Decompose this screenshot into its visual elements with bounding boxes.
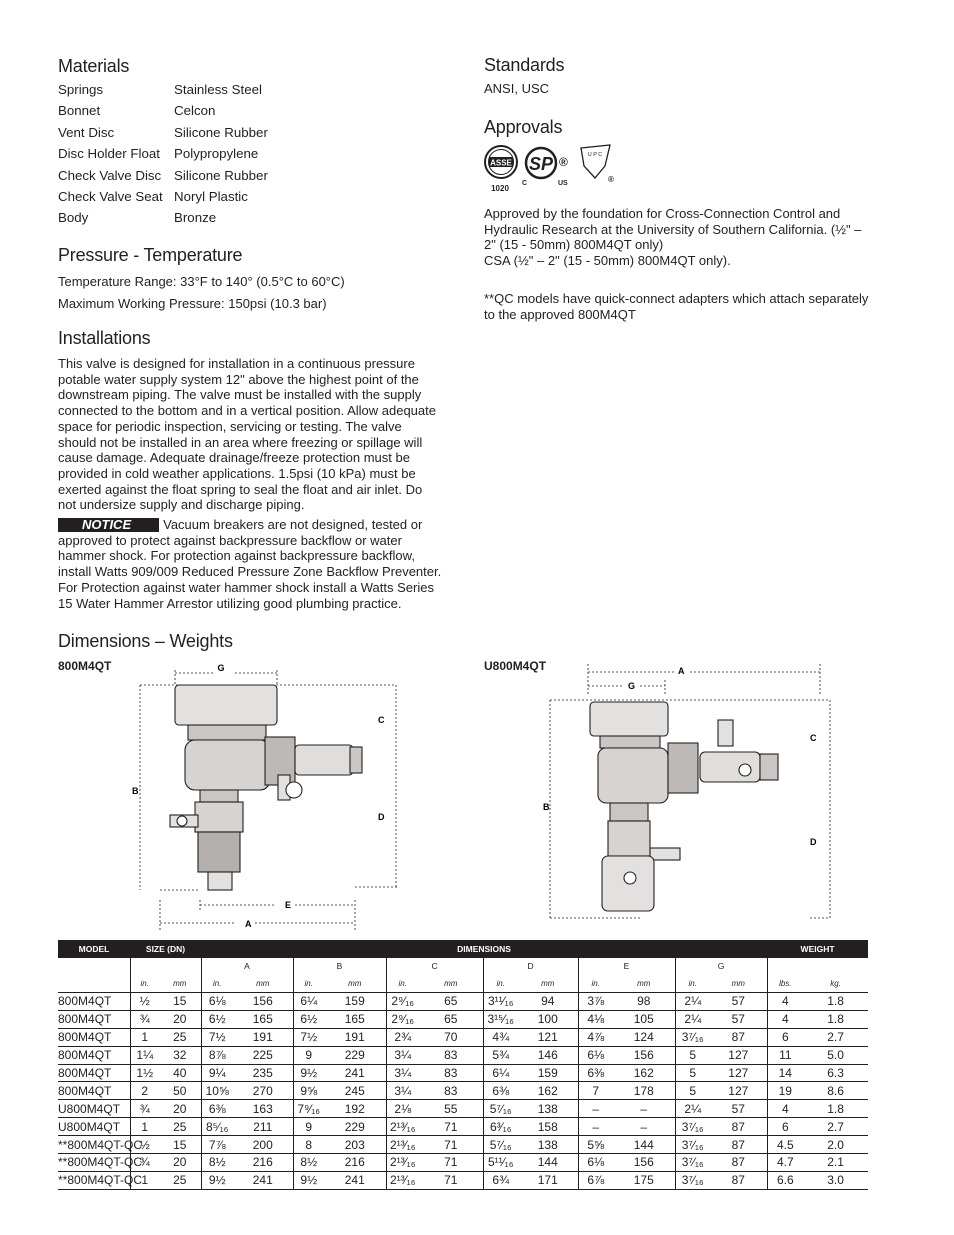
table-cell: 5⅝ <box>578 1136 613 1154</box>
table-cell: 225 <box>233 1046 293 1064</box>
approvals-text <box>484 206 869 322</box>
table-cell: 25 <box>159 1118 201 1136</box>
table-cell: 8⅞ <box>201 1046 233 1064</box>
material-part: Disc Holder Float <box>58 146 160 162</box>
approval-logos-graphic <box>484 144 624 194</box>
table-cell: 87 <box>710 1028 767 1046</box>
table-cell: 1 <box>130 1028 159 1046</box>
table-cell-model: **800M4QT-QC <box>58 1173 143 1188</box>
table-cell: 2¹³⁄₁₆ <box>386 1171 419 1189</box>
table-cell: 2¹³⁄₁₆ <box>386 1154 419 1172</box>
table-cell: – <box>613 1118 675 1136</box>
table-cell: 87 <box>710 1118 767 1136</box>
table-cell: 8 <box>293 1136 324 1154</box>
table-cell: 98 <box>613 993 675 1011</box>
dimensions-heading: Dimensions – Weights <box>58 631 233 651</box>
pressure-heading: Pressure - Temperature <box>58 245 243 265</box>
upc-logo-icon <box>581 145 614 184</box>
table-cell: 2¼ <box>675 993 710 1011</box>
material-value: Noryl Plastic <box>174 188 248 204</box>
table-cell: 211 <box>233 1118 293 1136</box>
table-cell: 8½ <box>293 1154 324 1172</box>
table-cell: 5 <box>675 1046 710 1064</box>
table-cell: 229 <box>324 1118 386 1136</box>
dim-d-label: D <box>810 837 817 847</box>
table-cell: 50 <box>159 1082 201 1100</box>
table-cell: 5¾ <box>483 1046 518 1064</box>
material-row <box>58 165 438 186</box>
table-cell: 1.8 <box>803 1100 868 1118</box>
unit-mm: mm <box>710 974 767 993</box>
header-weight: WEIGHT <box>767 940 868 958</box>
table-cell: 3⁷⁄₁₆ <box>675 1136 710 1154</box>
header-dim-b: B <box>293 958 386 974</box>
table-cell: 71 <box>419 1154 483 1172</box>
table-row <box>58 1028 868 1046</box>
unit-in: in. <box>130 974 159 993</box>
table-cell: 156 <box>613 1154 675 1172</box>
material-part: Springs <box>58 82 104 97</box>
table-row <box>58 1154 868 1172</box>
table-cell: 159 <box>518 1064 578 1082</box>
table-cell: 87 <box>710 1154 767 1172</box>
table-cell: 4 <box>767 1100 803 1118</box>
table-cell: 3¹⁵⁄₁₆ <box>483 1010 518 1028</box>
table-units-row <box>58 974 868 993</box>
table-cell: 6¾ <box>483 1171 518 1189</box>
svg-text:US: US <box>558 180 568 187</box>
table-cell: 175 <box>613 1171 675 1189</box>
table-cell-model: **800M4QT-QC <box>58 1155 143 1170</box>
material-row <box>58 143 438 164</box>
table-cell: – <box>578 1118 613 1136</box>
table-cell: – <box>613 1100 675 1118</box>
dim-d-label: D <box>378 812 385 822</box>
table-cell: 191 <box>324 1028 386 1046</box>
table-cell: 162 <box>518 1082 578 1100</box>
valve-drawing-800m4qt <box>120 655 420 935</box>
dim-b-label: B <box>132 786 139 796</box>
table-cell-model: 800M4QT <box>58 1028 130 1046</box>
table-cell: 8.6 <box>803 1082 868 1100</box>
material-row <box>58 100 438 121</box>
table-cell: 20 <box>159 1154 201 1172</box>
table-cell: 55 <box>419 1100 483 1118</box>
standards-heading: Standards <box>484 55 565 75</box>
table-cell: 3⅞ <box>578 993 613 1011</box>
table-cell-model: **800M4QT-QC <box>58 1137 143 1152</box>
table-cell: 83 <box>419 1082 483 1100</box>
table-cell: 25 <box>159 1028 201 1046</box>
table-cell: 4.7 <box>767 1154 803 1172</box>
dim-a-label: A <box>245 919 252 929</box>
unit-in: in. <box>483 974 518 993</box>
table-cell: 7½ <box>201 1028 233 1046</box>
table-cell: 203 <box>324 1136 386 1154</box>
material-part: Check Valve Seat <box>58 188 163 204</box>
table-cell: ¾ <box>130 1010 159 1028</box>
table-cell: 4⅞ <box>578 1028 613 1046</box>
table-row <box>58 1136 868 1154</box>
table-cell: 15 <box>159 993 201 1011</box>
table-cell: 3¼ <box>386 1046 419 1064</box>
table-cell: 57 <box>710 993 767 1011</box>
table-cell: 216 <box>233 1154 293 1172</box>
unit-in: in. <box>293 974 324 993</box>
table-cell: 57 <box>710 1100 767 1118</box>
table-cell: 9⅝ <box>293 1082 324 1100</box>
table-cell: 3⁷⁄₁₆ <box>675 1154 710 1172</box>
table-cell: 14 <box>767 1064 803 1082</box>
table-cell: 4⅛ <box>578 1010 613 1028</box>
table-cell: 5.0 <box>803 1046 868 1064</box>
unit-mm: mm <box>159 974 201 993</box>
table-cell-model: 800M4QT <box>58 1082 130 1100</box>
table-cell: 5 <box>675 1064 710 1082</box>
table-row <box>58 1064 868 1082</box>
table-cell: 1¼ <box>130 1046 159 1064</box>
approval-logos <box>484 144 624 194</box>
table-cell: 7⅞ <box>201 1136 233 1154</box>
table-cell: 165 <box>324 1010 386 1028</box>
table-cell: 235 <box>233 1064 293 1082</box>
table-cell: 5¹¹⁄₁₆ <box>483 1154 518 1172</box>
table-cell: 4 <box>767 1010 803 1028</box>
material-value: Silicone Rubber <box>174 167 268 183</box>
table-cell: 5⁷⁄₁₆ <box>483 1100 518 1118</box>
unit-mm: mm <box>233 974 293 993</box>
table-cell: 57 <box>710 1010 767 1028</box>
table-cell: 19 <box>767 1082 803 1100</box>
table-cell: 6 <box>767 1028 803 1046</box>
table-cell-model: 800M4QT <box>58 1046 130 1064</box>
table-cell-model: U800M4QT <box>58 1100 130 1118</box>
table-cell: 6⅛ <box>201 993 233 1011</box>
table-cell: 1.8 <box>803 993 868 1011</box>
unit-lbs: lbs. <box>767 974 803 993</box>
table-cell: 8½ <box>201 1154 233 1172</box>
table-cell: 3.0 <box>803 1171 868 1189</box>
table-cell: 11 <box>767 1046 803 1064</box>
table-cell: 71 <box>419 1171 483 1189</box>
table-cell: 2¹³⁄₁₆ <box>386 1118 419 1136</box>
table-cell: 165 <box>233 1010 293 1028</box>
table-cell-model: 800M4QT <box>58 1010 130 1028</box>
header-size: SIZE (DN) <box>130 940 201 958</box>
table-cell: 40 <box>159 1064 201 1082</box>
table-cell: 2.0 <box>803 1136 868 1154</box>
header-dim-a: A <box>201 958 293 974</box>
unit-in: in. <box>578 974 613 993</box>
table-cell: 3⁷⁄₁₆ <box>675 1028 710 1046</box>
svg-text:ASSE: ASSE <box>490 158 512 168</box>
table-cell: – <box>578 1100 613 1118</box>
table-cell: 163 <box>233 1100 293 1118</box>
approvals-foundation-text: Approved by the foundation for Cross-Connection Control and Hydraulic Research at the University of Southern California. (½" – 2" (15 - 50mm) 800M4QT only) <box>484 206 862 253</box>
unit-in: in. <box>386 974 419 993</box>
table-cell: 171 <box>518 1171 578 1189</box>
material-value: Silicone Rubber <box>174 124 268 140</box>
table-cell: 159 <box>324 993 386 1011</box>
table-header-row <box>58 940 868 958</box>
table-cell: 241 <box>233 1171 293 1189</box>
table-cell: 105 <box>613 1010 675 1028</box>
dim-a-label: A <box>678 666 685 676</box>
table-cell: 65 <box>419 993 483 1011</box>
header-dim-e: E <box>578 958 675 974</box>
table-cell-model: 800M4QT <box>58 993 130 1011</box>
table-cell: 138 <box>518 1136 578 1154</box>
dim-b-label: B <box>543 802 550 812</box>
table-cell: 241 <box>324 1171 386 1189</box>
table-cell: 6.6 <box>767 1171 803 1189</box>
pressure-info <box>58 271 345 314</box>
table-row <box>58 1082 868 1100</box>
table-cell: 146 <box>518 1046 578 1064</box>
header-dimensions: DIMENSIONS <box>201 940 767 958</box>
table-cell: 1 <box>130 1118 159 1136</box>
table-cell: 144 <box>518 1154 578 1172</box>
table-cell: 2¾ <box>386 1028 419 1046</box>
table-cell: 94 <box>518 993 578 1011</box>
svg-text:C: C <box>522 180 528 187</box>
table-cell: 2.7 <box>803 1028 868 1046</box>
table-cell: 158 <box>518 1118 578 1136</box>
table-cell: 127 <box>710 1046 767 1064</box>
table-cell: 127 <box>710 1064 767 1082</box>
materials-list <box>58 79 438 229</box>
table-cell: 6⅜ <box>578 1064 613 1082</box>
table-cell: ½ <box>130 1136 159 1154</box>
svg-text:®: ® <box>608 175 614 184</box>
table-cell: 121 <box>518 1028 578 1046</box>
material-value: Polypropylene <box>174 146 259 162</box>
temperature-range: Temperature Range: 33°F to 140° (0.5°C to 60°C) <box>58 274 345 289</box>
table-cell: ½ <box>130 993 159 1011</box>
table-body <box>58 993 868 1190</box>
material-row <box>58 186 438 207</box>
approvals-heading: Approvals <box>484 117 563 137</box>
dim-g-label: G <box>628 681 636 691</box>
unit-mm: mm <box>419 974 483 993</box>
material-part: Vent Disc <box>58 124 115 140</box>
table-cell: 245 <box>324 1082 386 1100</box>
table-row <box>58 1010 868 1028</box>
table-cell: 1 <box>130 1171 159 1189</box>
table-cell: 6½ <box>293 1010 324 1028</box>
svg-text:®: ® <box>559 155 568 169</box>
table-cell: 5⁷⁄₁₆ <box>483 1136 518 1154</box>
material-row <box>58 122 438 143</box>
table-cell: 1½ <box>130 1064 159 1082</box>
table-cell: 87 <box>710 1136 767 1154</box>
svg-text:1020: 1020 <box>491 184 509 193</box>
table-cell: 216 <box>324 1154 386 1172</box>
table-cell: 3¼ <box>386 1082 419 1100</box>
table-cell: 2.7 <box>803 1118 868 1136</box>
qc-models-note: **QC models have quick-connect adapters which attach separately to the approved 800M4QT <box>484 290 869 322</box>
installations-text: This valve is designed for installation in a continuous pressure potable water supply system 12" above the highest point of the downstream piping. The valve must be installed with the supply connected to the bottom and in a vertical position. Allow adequate space for periodic inspection, servicing or testing. The valve should not be installed in an area where freezing or spillage will cause damage. Adequate drainage/freeze protection must be provided in cold weather applications. 1.5psi (10 kPa) must be exerted against the float spring to seal the float and air inlet. Do not undersize supply and discharge piping. <box>58 356 436 513</box>
table-row <box>58 993 868 1011</box>
table-cell: 32 <box>159 1046 201 1064</box>
max-pressure: Maximum Working Pressure: 150psi (10.3 bar) <box>58 295 327 311</box>
table-cell: 5 <box>675 1082 710 1100</box>
unit-in: in. <box>675 974 710 993</box>
csa-logo-icon <box>522 148 568 187</box>
table-cell: 83 <box>419 1046 483 1064</box>
table-cell: 6.3 <box>803 1064 868 1082</box>
unit-in: in. <box>201 974 233 993</box>
table-cell: 25 <box>159 1171 201 1189</box>
table-cell: 2.1 <box>803 1154 868 1172</box>
header-dim-c: C <box>386 958 483 974</box>
table-cell: 2¹³⁄₁₆ <box>386 1136 419 1154</box>
table-cell: 2 <box>130 1082 159 1100</box>
table-cell: 71 <box>419 1118 483 1136</box>
dimensions-table <box>58 940 868 1190</box>
table-cell: 270 <box>233 1082 293 1100</box>
dim-e-label: E <box>285 900 292 910</box>
table-cell: 9½ <box>293 1064 324 1082</box>
svg-text:U P C: U P C <box>587 152 603 158</box>
svg-text:SP: SP <box>528 154 554 174</box>
table-cell: 4¾ <box>483 1028 518 1046</box>
table-cell: ¾ <box>130 1154 159 1172</box>
table-cell: 6³⁄₁₆ <box>483 1118 518 1136</box>
table-cell: 2⁹⁄₁₆ <box>386 1010 419 1028</box>
table-cell: 9¼ <box>201 1064 233 1082</box>
table-cell: 178 <box>613 1082 675 1100</box>
header-dim-g: G <box>675 958 767 974</box>
table-cell: 70 <box>419 1028 483 1046</box>
table-cell: 7 <box>578 1082 613 1100</box>
notice-text: Vacuum breakers are not designed, tested or approved to protect against backpressure backflow or water hammer shock. For protection against backpressure backflow, install Watts 909/009 Reduced Pressure Zone Backflow Preventer. For Protection against water hammer shock install a Watts Series 15 Water Hammer Arrestor utilizing good plumbing practice. <box>58 517 442 611</box>
dim-c-label: C <box>810 733 817 743</box>
table-cell: 6¼ <box>483 1064 518 1082</box>
material-row <box>58 207 438 228</box>
table-row <box>58 1118 868 1136</box>
table-cell-model: 800M4QT <box>58 1064 130 1082</box>
material-part: Check Valve Disc <box>58 167 162 183</box>
table-row <box>58 1100 868 1118</box>
material-part: Body <box>58 210 89 226</box>
table-cell: 3¼ <box>386 1064 419 1082</box>
material-part: Bonnet <box>58 103 101 119</box>
table-cell: 9½ <box>201 1171 233 1189</box>
table-cell: 3¹¹⁄₁₆ <box>483 993 518 1011</box>
table-cell: 156 <box>233 993 293 1011</box>
table-cell: 2⁹⁄₁₆ <box>386 993 419 1011</box>
table-cell: 7½ <box>293 1028 324 1046</box>
table-cell: 6¼ <box>293 993 324 1011</box>
table-cell: 229 <box>324 1046 386 1064</box>
table-cell: 162 <box>613 1064 675 1082</box>
table-cell: 191 <box>233 1028 293 1046</box>
table-cell: 241 <box>324 1064 386 1082</box>
header-model: MODEL <box>58 940 130 958</box>
table-cell: 65 <box>419 1010 483 1028</box>
header-dim-d: D <box>483 958 578 974</box>
table-cell: 4.5 <box>767 1136 803 1154</box>
unit-mm: mm <box>518 974 578 993</box>
table-cell: 6⅜ <box>201 1100 233 1118</box>
table-cell: 83 <box>419 1064 483 1082</box>
table-cell: 2⅛ <box>386 1100 419 1118</box>
material-value: Stainless Steel <box>174 82 262 97</box>
drawing-left-label: 800M4QT <box>58 659 112 673</box>
asse-logo-icon <box>485 146 517 193</box>
material-row <box>58 79 438 100</box>
table-row <box>58 1046 868 1064</box>
table-cell: 2¼ <box>675 1100 710 1118</box>
table-cell: 6⅛ <box>578 1154 613 1172</box>
table-row <box>58 1171 868 1189</box>
table-cell: 3⁷⁄₁₆ <box>675 1171 710 1189</box>
material-value: Bronze <box>174 210 217 226</box>
table-cell: 6⅛ <box>578 1046 613 1064</box>
notice-badge: NOTICE <box>58 518 159 532</box>
notice-paragraph <box>58 517 443 611</box>
table-cell: 15 <box>159 1136 201 1154</box>
installations-heading: Installations <box>58 328 151 348</box>
table-cell: 192 <box>324 1100 386 1118</box>
table-cell: 20 <box>159 1010 201 1028</box>
table-cell: 20 <box>159 1100 201 1118</box>
table-cell: 7⁹⁄₁₆ <box>293 1100 324 1118</box>
table-cell: 9 <box>293 1118 324 1136</box>
table-cell: 127 <box>710 1082 767 1100</box>
table-cell: 8⁵⁄₁₆ <box>201 1118 233 1136</box>
unit-mm: mm <box>613 974 675 993</box>
table-cell: 156 <box>613 1046 675 1064</box>
table-cell: 4 <box>767 993 803 1011</box>
table-cell: 6½ <box>201 1010 233 1028</box>
table-cell-model: U800M4QT <box>58 1118 130 1136</box>
table-cell: 10⅝ <box>201 1082 233 1100</box>
table-cell: 6⅞ <box>578 1171 613 1189</box>
table-cell: 124 <box>613 1028 675 1046</box>
standards-text: ANSI, USC <box>484 81 550 96</box>
table-cell: 200 <box>233 1136 293 1154</box>
table-cell: 87 <box>710 1171 767 1189</box>
table-cell: 2¼ <box>675 1010 710 1028</box>
unit-mm: mm <box>324 974 386 993</box>
table-letter-row <box>58 958 868 974</box>
drawing-right-label: U800M4QT <box>484 659 547 673</box>
approvals-csa-text: CSA (½" – 2" (15 - 50mm) 800M4QT only). <box>484 253 731 269</box>
table-cell: 144 <box>613 1136 675 1154</box>
materials-heading: Materials <box>58 56 130 76</box>
valve-drawing-u800m4qt <box>540 660 840 925</box>
table-cell: 100 <box>518 1010 578 1028</box>
table-cell: 138 <box>518 1100 578 1118</box>
table-cell: 3⁷⁄₁₆ <box>675 1118 710 1136</box>
unit-kg: kg. <box>803 974 868 993</box>
table-cell: 6 <box>767 1118 803 1136</box>
table-cell: 6⅜ <box>483 1082 518 1100</box>
table-cell: 1.8 <box>803 1010 868 1028</box>
table-cell: 9½ <box>293 1171 324 1189</box>
dim-g-label: G <box>217 663 225 673</box>
table-cell: ¾ <box>130 1100 159 1118</box>
dim-c-label: C <box>378 715 385 725</box>
table-cell: 71 <box>419 1136 483 1154</box>
table-cell: 9 <box>293 1046 324 1064</box>
material-value: Celcon <box>174 103 216 119</box>
